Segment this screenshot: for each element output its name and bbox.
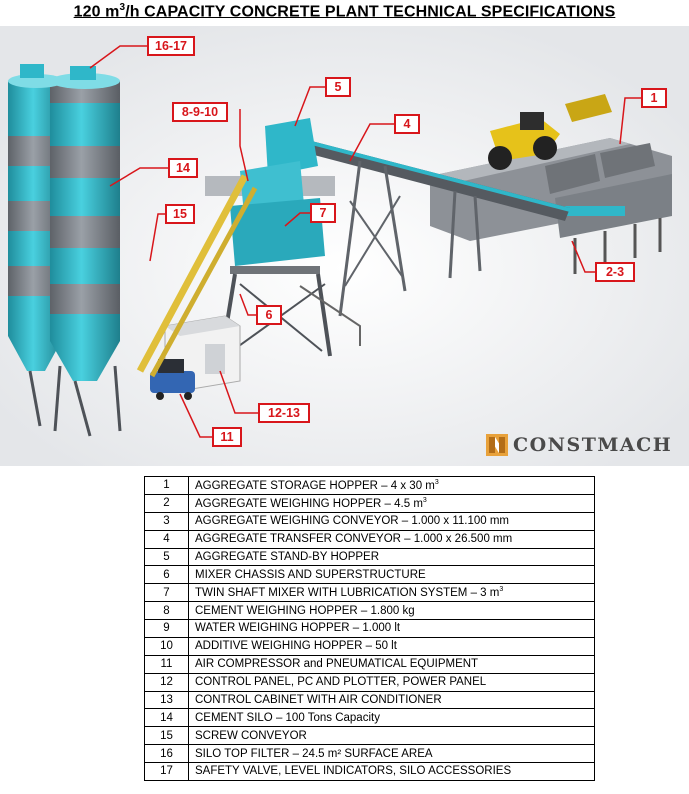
callout-12-13: 12-13 <box>258 403 310 423</box>
spec-description <box>189 530 595 548</box>
spec-text: ADDITIVE WEIGHING HOPPER – 50 lt <box>195 640 397 653</box>
page-title <box>0 2 689 21</box>
table-row <box>145 745 595 763</box>
table-row <box>145 691 595 709</box>
table-row <box>145 494 595 512</box>
spec-superscript: 3 <box>499 586 504 594</box>
spec-table <box>144 476 595 781</box>
spec-number: 4 <box>145 530 189 548</box>
spec-description <box>189 637 595 655</box>
brand-logo <box>486 432 672 458</box>
table-row <box>145 548 595 566</box>
spec-text: CEMENT WEIGHING HOPPER – 1.800 kg <box>195 604 415 617</box>
brand-name: CONSTMACH <box>513 434 673 456</box>
table-row <box>145 637 595 655</box>
table-row <box>145 602 595 620</box>
spec-number: 1 <box>145 477 189 495</box>
spec-description <box>189 566 595 584</box>
spec-number: 9 <box>145 620 189 638</box>
callout-4: 4 <box>394 114 420 134</box>
callout-1: 1 <box>641 88 667 108</box>
callout-2-3: 2-3 <box>595 262 635 282</box>
spec-text: CONTROL PANEL, PC AND PLOTTER, POWER PANEL <box>195 676 487 689</box>
spec-text: WATER WEIGHING HOPPER – 1.000 lt <box>195 622 401 635</box>
spec-text: SCREW CONVEYOR <box>195 729 307 742</box>
spec-number: 10 <box>145 637 189 655</box>
title-suffix: /h CAPACITY CONCRETE PLANT TECHNICAL SPECIFICATIONS <box>125 3 616 21</box>
table-row <box>145 566 595 584</box>
spec-number: 17 <box>145 763 189 781</box>
spec-superscript: 3 <box>434 479 439 487</box>
spec-number: 13 <box>145 691 189 709</box>
table-row <box>145 512 595 530</box>
spec-text: CONTROL CABINET WITH AIR CONDITIONER <box>195 693 442 706</box>
callout-15: 15 <box>165 204 195 224</box>
constmach-logo-icon <box>486 434 508 456</box>
spec-superscript: 3 <box>422 496 427 504</box>
spec-description <box>189 709 595 727</box>
spec-number: 14 <box>145 709 189 727</box>
spec-number: 16 <box>145 745 189 763</box>
spec-number: 8 <box>145 602 189 620</box>
spec-number: 7 <box>145 584 189 602</box>
spec-text: SAFETY VALVE, LEVEL INDICATORS, SILO ACCESSORIES <box>195 765 512 778</box>
spec-text: AGGREGATE TRANSFER CONVEYOR – 1.000 x 26.500 mm <box>195 533 513 546</box>
spec-description <box>189 477 595 495</box>
table-row <box>145 673 595 691</box>
title-superscript: 3 <box>119 2 126 13</box>
spec-description <box>189 548 595 566</box>
table-row <box>145 530 595 548</box>
spec-description <box>189 494 595 512</box>
callout-16-17: 16-17 <box>147 36 195 56</box>
spec-text: AGGREGATE WEIGHING HOPPER – 4.5 m <box>195 497 423 510</box>
spec-description <box>189 584 595 602</box>
spec-number: 12 <box>145 673 189 691</box>
callout-7: 7 <box>310 203 336 223</box>
title-prefix: 120 m <box>73 3 120 21</box>
table-row <box>145 763 595 781</box>
spec-description <box>189 763 595 781</box>
spec-text: AGGREGATE STAND-BY HOPPER <box>195 550 380 563</box>
spec-text: AGGREGATE WEIGHING CONVEYOR – 1.000 x 11.100 mm <box>195 515 509 528</box>
spec-description <box>189 727 595 745</box>
callout-8-9-10: 8-9-10 <box>172 102 228 122</box>
spec-description <box>189 655 595 673</box>
spec-text: TWIN SHAFT MIXER WITH LUBRICATION SYSTEM – 3 m <box>195 587 500 600</box>
spec-number: 5 <box>145 548 189 566</box>
spec-number: 3 <box>145 512 189 530</box>
spec-description <box>189 512 595 530</box>
spec-description <box>189 745 595 763</box>
table-row <box>145 620 595 638</box>
callout-11: 11 <box>212 427 242 447</box>
spec-text: MIXER CHASSIS AND SUPERSTRUCTURE <box>195 568 426 581</box>
table-row <box>145 709 595 727</box>
spec-description <box>189 620 595 638</box>
callout-5: 5 <box>325 77 351 97</box>
spec-text: SILO TOP FILTER – 24.5 m² SURFACE AREA <box>195 747 433 760</box>
spec-description <box>189 691 595 709</box>
spec-table-body <box>145 477 595 781</box>
spec-text: AGGREGATE STORAGE HOPPER – 4 x 30 m <box>195 479 435 492</box>
table-row <box>145 655 595 673</box>
callout-14: 14 <box>168 158 198 178</box>
spec-text: AIR COMPRESSOR and PNEUMATICAL EQUIPMENT <box>195 658 479 671</box>
table-row <box>145 727 595 745</box>
spec-description <box>189 673 595 691</box>
spec-number: 11 <box>145 655 189 673</box>
table-row <box>145 584 595 602</box>
spec-description <box>189 602 595 620</box>
spec-text: CEMENT SILO – 100 Tons Capacity <box>195 711 380 724</box>
callout-6: 6 <box>256 305 282 325</box>
spec-number: 2 <box>145 494 189 512</box>
table-row <box>145 477 595 495</box>
spec-number: 6 <box>145 566 189 584</box>
spec-number: 15 <box>145 727 189 745</box>
